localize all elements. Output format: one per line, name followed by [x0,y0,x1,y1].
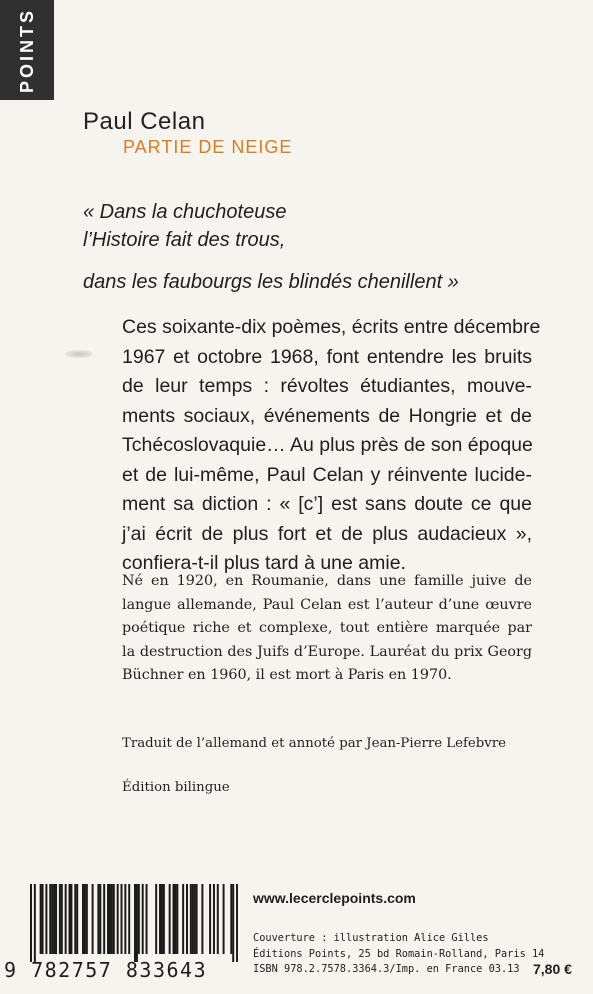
barcode-bar [230,884,232,954]
barcode-bar [53,884,55,954]
barcode-bar [217,884,219,954]
barcode-bar [201,884,203,954]
barcode-bar [155,884,157,954]
quote-line: « Dans la chuchoteuse [83,201,287,223]
barcode-bar [121,884,123,954]
barcode-bar [174,884,176,954]
publisher-website: www.lecerclepoints.com [253,890,416,906]
barcode-bar [176,884,178,954]
barcode-bar [103,884,105,954]
barcode-bar [86,884,88,954]
barcode-bar [138,884,140,954]
barcode-bar [111,884,113,954]
barcode-bar [40,884,42,954]
barcode-bar [194,884,196,954]
credit-line: Couverture : illustration Alice Gilles [253,932,489,944]
credit-line: Éditions Points, 25 bd Romain-Rolland, Paris 14 [253,947,545,960]
publication-credits [253,931,544,978]
bio-line: langue allemande, Paul Celan est l’auteur d’une œuvre [122,596,532,613]
barcode-bar [109,884,111,954]
barcode-bar [69,884,71,954]
barcode-bar [82,884,84,954]
summary-line: confiera-t-il plus tard à une amie. [122,552,406,574]
summary-line: ments sociaux, événements de Hongrie et de [122,404,532,427]
barcode-bar [51,884,53,954]
summary-line: j’ai écrit de plus fort et de plus audacieux », [122,522,532,545]
barcode-bar [236,884,238,962]
quote-line: dans les faubourgs les blindés chenillent » [83,271,459,293]
barcode-bar [30,884,32,962]
barcode-bar [161,884,163,954]
author-bio [122,570,532,688]
barcode-bars [30,884,238,962]
book-title: PARTIE DE NEIGE [123,137,293,157]
summary-paragraph [122,313,541,579]
barcode-bar [136,884,138,962]
barcode-bar [182,884,184,954]
barcode-bar [146,884,148,954]
barcode-bar [42,884,44,954]
barcode-bar [163,884,165,954]
barcode-bar [113,884,115,954]
barcode-bar [49,884,51,954]
summary-line: 1967 et octobre 1968, font entendre les bruits [122,345,532,368]
barcode-bar [223,884,225,954]
epigraph-quote [83,198,563,296]
summary-line: Ces soixante-dix poèmes, écrits entre décembre [122,316,541,338]
barcode-bar [209,884,211,954]
barcode-bar [84,884,86,954]
barcode-bar [173,884,175,954]
barcode-bar [107,884,109,954]
bio-line: poétique riche et complexe, tout entière marquée par [122,620,532,636]
barcode-bar [186,884,188,954]
summary-line: et de lui-même, Paul Celan y réinvente lucide- [122,463,532,486]
barcode-bar [196,884,198,954]
barcode-bar [134,884,136,962]
barcode-bar [92,884,94,954]
barcode-bar [65,884,67,954]
barcode-bar [124,884,126,954]
barcode-bar [59,884,61,954]
barcode-bar [192,884,194,954]
bio-line: Büchner en 1960, il est mort à Paris en 1970. [122,667,452,683]
author-name: Paul Celan [83,108,206,135]
summary-line: de leur temps : révoltes étudiantes, mouve- [122,375,532,397]
barcode-bar [45,884,47,954]
barcode-bar [70,884,72,954]
barcode-bar [74,884,76,954]
barcode-bar [232,884,234,962]
barcode-bar [97,884,99,954]
translator-credit: Traduit de l’allemand et annoté par Jean-Pierre Lefebvre [122,736,507,751]
barcode-bar [169,884,171,954]
barcode-bar [76,884,78,954]
barcode-bar [34,884,36,962]
series-logo-text: POINTS [16,7,37,93]
edition-note: Édition bilingue [122,780,230,795]
barcode-number: 9 782757 833643 [4,958,208,982]
barcode-bar [159,884,161,954]
barcode-bar [99,884,101,954]
barcode-bar [55,884,57,954]
summary-line: ment sa diction : « [c’] est sans doute ce que [122,493,532,515]
barcode-bar [128,884,130,954]
credit-line: ISBN 978.2.7578.3364.3/Imp. en France 03.13 [253,963,520,975]
price-label: 7,80 € [533,961,572,977]
series-tab [0,0,54,100]
bio-line: la destruction des Juifs d’Europe. Lauréat du prix Georg [122,643,532,660]
quote-line: l’Histoire fait des trous, [83,229,286,251]
barcode-bar [213,884,215,954]
summary-line: Tchécoslovaquie… Au plus près de son époque [122,434,533,456]
bio-line: Né en 1920, en Roumanie, dans une famille juive de [122,573,532,589]
isbn-barcode [0,884,245,994]
barcode-bar [190,884,192,954]
barcode-bar [117,884,119,954]
barcode-bar [142,884,144,954]
print-smudge [65,350,93,358]
barcode-bar [61,884,63,954]
